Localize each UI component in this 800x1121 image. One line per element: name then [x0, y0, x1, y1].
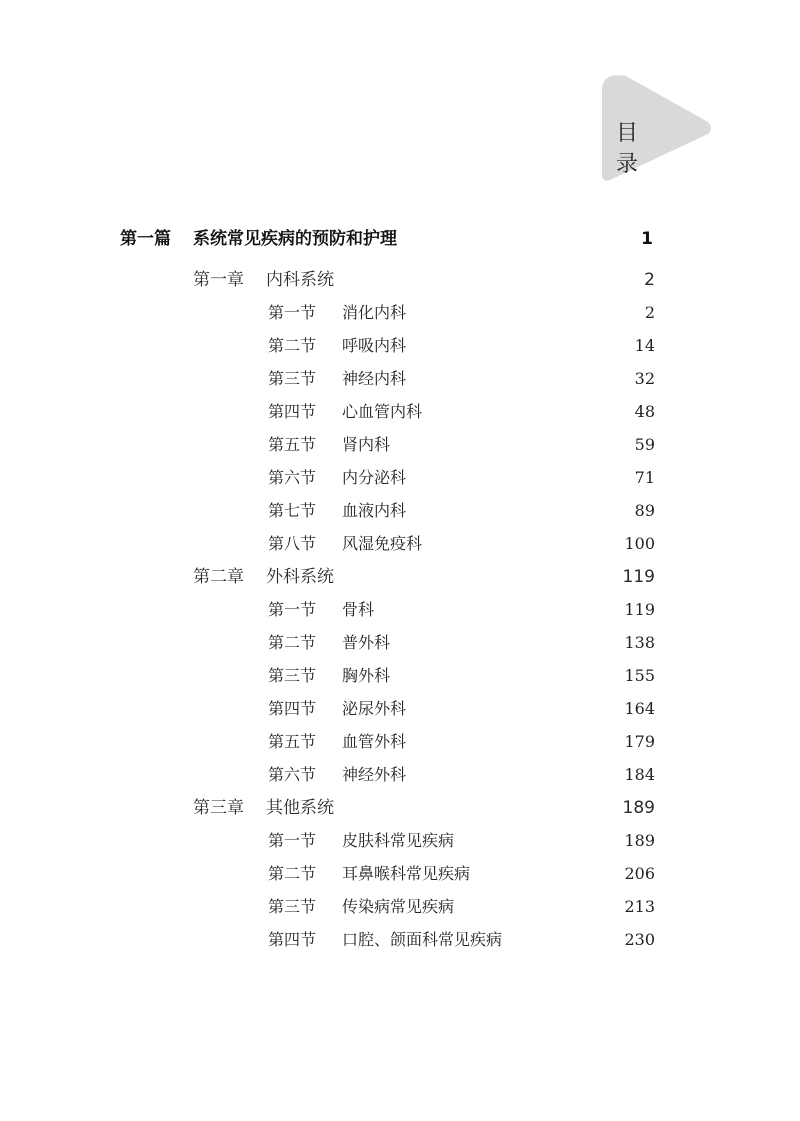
toc-section-row[interactable] — [268, 397, 655, 427]
section-title: 皮肤科常见疾病 — [342, 831, 455, 850]
section-title: 神经内科 — [342, 369, 407, 388]
chapter-title: 外科系统 — [266, 567, 334, 587]
toc-section-row[interactable] — [268, 760, 655, 790]
toc-chapter-row[interactable] — [193, 265, 655, 295]
toc-section-row[interactable] — [268, 826, 655, 856]
section-title: 内分泌科 — [342, 468, 407, 487]
section-label: 第五节 — [268, 732, 317, 751]
section-label: 第一节 — [268, 303, 317, 322]
section-page-number: 89 — [634, 501, 655, 520]
toc-section-row[interactable] — [268, 859, 655, 889]
toc-section-row[interactable] — [268, 496, 655, 526]
section-page-number: 59 — [634, 435, 655, 454]
section-page-number: 179 — [624, 732, 655, 751]
section-title: 普外科 — [342, 633, 391, 652]
toc-chapter-row[interactable] — [193, 562, 655, 592]
section-page-number: 213 — [624, 897, 655, 916]
section-title: 肾内科 — [342, 435, 391, 454]
section-title: 风湿免疫科 — [342, 534, 423, 553]
toc-section-row[interactable] — [268, 529, 655, 559]
section-label: 第八节 — [268, 534, 317, 553]
section-title: 呼吸内科 — [342, 336, 407, 355]
section-title: 血液内科 — [342, 501, 407, 520]
section-title: 消化内科 — [342, 303, 407, 322]
section-label: 第七节 — [268, 501, 317, 520]
section-title: 口腔、颌面科常见疾病 — [342, 930, 503, 949]
section-title: 神经外科 — [342, 765, 407, 784]
section-page-number: 14 — [634, 336, 655, 355]
toc-section-row[interactable] — [268, 892, 655, 922]
section-page-number: 155 — [624, 666, 655, 685]
part-page-number: 1 — [641, 229, 653, 249]
chapter-page-number: 119 — [622, 567, 655, 587]
toc-section-row[interactable] — [268, 628, 655, 658]
section-label: 第二节 — [268, 864, 317, 883]
section-label: 第一节 — [268, 600, 317, 619]
section-page-number: 230 — [624, 930, 655, 949]
chapter-label: 第一章 — [193, 270, 244, 290]
toc-heading: 目 录 — [616, 121, 659, 177]
section-label: 第三节 — [268, 897, 317, 916]
section-label: 第四节 — [268, 402, 317, 421]
section-page-number: 48 — [634, 402, 655, 421]
chapter-title: 其他系统 — [266, 798, 334, 818]
toc-section-row[interactable] — [268, 331, 655, 361]
section-page-number: 32 — [634, 369, 655, 388]
chapter-label: 第二章 — [193, 567, 244, 587]
section-title: 骨科 — [342, 600, 375, 619]
chapter-page-number: 2 — [644, 270, 655, 290]
section-page-number: 184 — [624, 765, 655, 784]
section-label: 第五节 — [268, 435, 317, 454]
section-page-number: 189 — [624, 831, 655, 850]
chapter-title: 内科系统 — [266, 270, 334, 290]
section-page-number: 100 — [624, 534, 655, 553]
section-page-number: 164 — [624, 699, 655, 718]
toc-section-row[interactable] — [268, 661, 655, 691]
toc-section-row[interactable] — [268, 430, 655, 460]
toc-section-row[interactable] — [268, 595, 655, 625]
section-title: 耳鼻喉科常见疾病 — [342, 864, 471, 883]
section-title: 泌尿外科 — [342, 699, 407, 718]
toc-section-row[interactable] — [268, 298, 655, 328]
part-label: 第一篇 — [120, 229, 171, 249]
section-page-number: 71 — [634, 468, 655, 487]
part-title: 系统常见疾病的预防和护理 — [193, 229, 397, 249]
section-label: 第四节 — [268, 699, 317, 718]
toc-section-row[interactable] — [268, 463, 655, 493]
toc-section-row[interactable] — [268, 694, 655, 724]
section-label: 第二节 — [268, 336, 317, 355]
chapter-label: 第三章 — [193, 798, 244, 818]
section-label: 第四节 — [268, 930, 317, 949]
section-title: 血管外科 — [342, 732, 407, 751]
section-page-number: 2 — [644, 303, 655, 322]
section-page-number: 119 — [624, 600, 655, 619]
toc-part-row[interactable] — [120, 224, 653, 254]
section-label: 第一节 — [268, 831, 317, 850]
section-label: 第六节 — [268, 765, 317, 784]
section-label: 第三节 — [268, 666, 317, 685]
section-title: 传染病常见疾病 — [342, 897, 455, 916]
section-title: 胸外科 — [342, 666, 391, 685]
toc-section-row[interactable] — [268, 727, 655, 757]
toc-section-row[interactable] — [268, 925, 655, 955]
section-page-number: 206 — [624, 864, 655, 883]
toc-chapter-row[interactable] — [193, 793, 655, 823]
chapter-page-number: 189 — [622, 798, 655, 818]
section-label: 第六节 — [268, 468, 317, 487]
section-label: 第三节 — [268, 369, 317, 388]
section-title: 心血管内科 — [342, 402, 423, 421]
section-page-number: 138 — [624, 633, 655, 652]
section-label: 第二节 — [268, 633, 317, 652]
toc-section-row[interactable] — [268, 364, 655, 394]
